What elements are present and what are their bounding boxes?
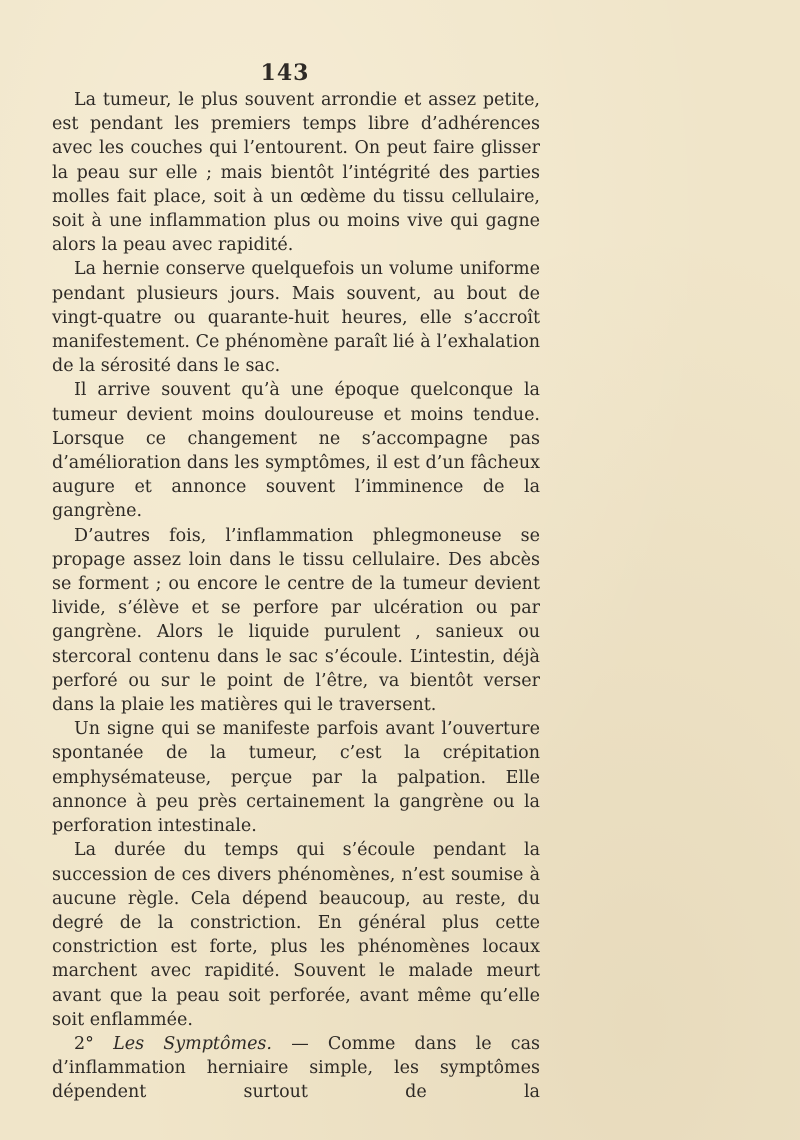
- section-number: 2°: [74, 1033, 94, 1054]
- page-number: 143: [260, 60, 310, 86]
- paragraph-2: La hernie conserve quelquefois un volume uniforme pendant plusieurs jours. Mais souvent, au bout de vingt-quatre ou quarante-huit heures, elle s’accroît manifestement. Ce phénomène paraît lié à l’exhalation de la sérosité dans le sac.: [52, 259, 540, 377]
- body-text: [52, 88, 540, 1105]
- paragraph-1: La tumeur, le plus souvent arrondie et assez petite, est pendant les premiers temps libre d’adhérences avec les couches qui l’entourent. On peut faire glisser la peau sur elle ; mais bientôt l’intégrité des parties molles fait place, soit à un œdème du tissu cellulaire, soit à une inflammation plus ou moins vive qui gagne alors la peau avec rapidité.: [52, 90, 540, 256]
- paragraph-4: D’autres fois, l’inflammation phlegmoneuse se propage assez loin dans le tissu cellulaire. Des abcès se forment ; ou encore le centre de la tumeur devient livide, s’élève et se perfore par ulcération ou par gangrène. Alors le liquide purulent , sanieux ou stercoral contenu dans le sac s’écoule. L’intestin, déjà perforé ou sur le point de l’être, va bientôt verser dans la plaie les matières qui le traversent.: [52, 525, 540, 716]
- paragraph-7: [52, 1032, 540, 1105]
- paragraph-6: La durée du temps qui s’écoule pendant la succession de ces divers phénomènes, n’est soumise à aucune règle. Cela dépend beaucoup, au reste, du degré de la constriction. En général plus cette constriction est forte, plus les phénomènes locaux marchent avec rapidité. Souvent le malade meurt avant que la peau soit perforée, avant même qu’elle soit enflammée.: [52, 840, 540, 1030]
- section-heading: Les Symptômes.: [113, 1033, 272, 1054]
- paragraph-3: Il arrive souvent qu’à une époque quelconque la tumeur devient moins douloureuse et moins tendue. Lorsque ce changement ne s’accompagne pas d’amélioration dans les symptômes, il est d’un fâcheux augure et annonce souvent l’imminence de la gangrène.: [52, 380, 540, 522]
- section-text: — Comme dans le cas d’inflammation herniaire simple, les symptômes dépendent surtout de la: [52, 1033, 540, 1103]
- paragraph-5: Un signe qui se manifeste parfois avant l’ouverture spontanée de la tumeur, c’est la crépitation emphysémateuse, perçue par la palpation. Elle annonce à peu près certainement la gangrène ou la perforation intestinale.: [52, 719, 540, 837]
